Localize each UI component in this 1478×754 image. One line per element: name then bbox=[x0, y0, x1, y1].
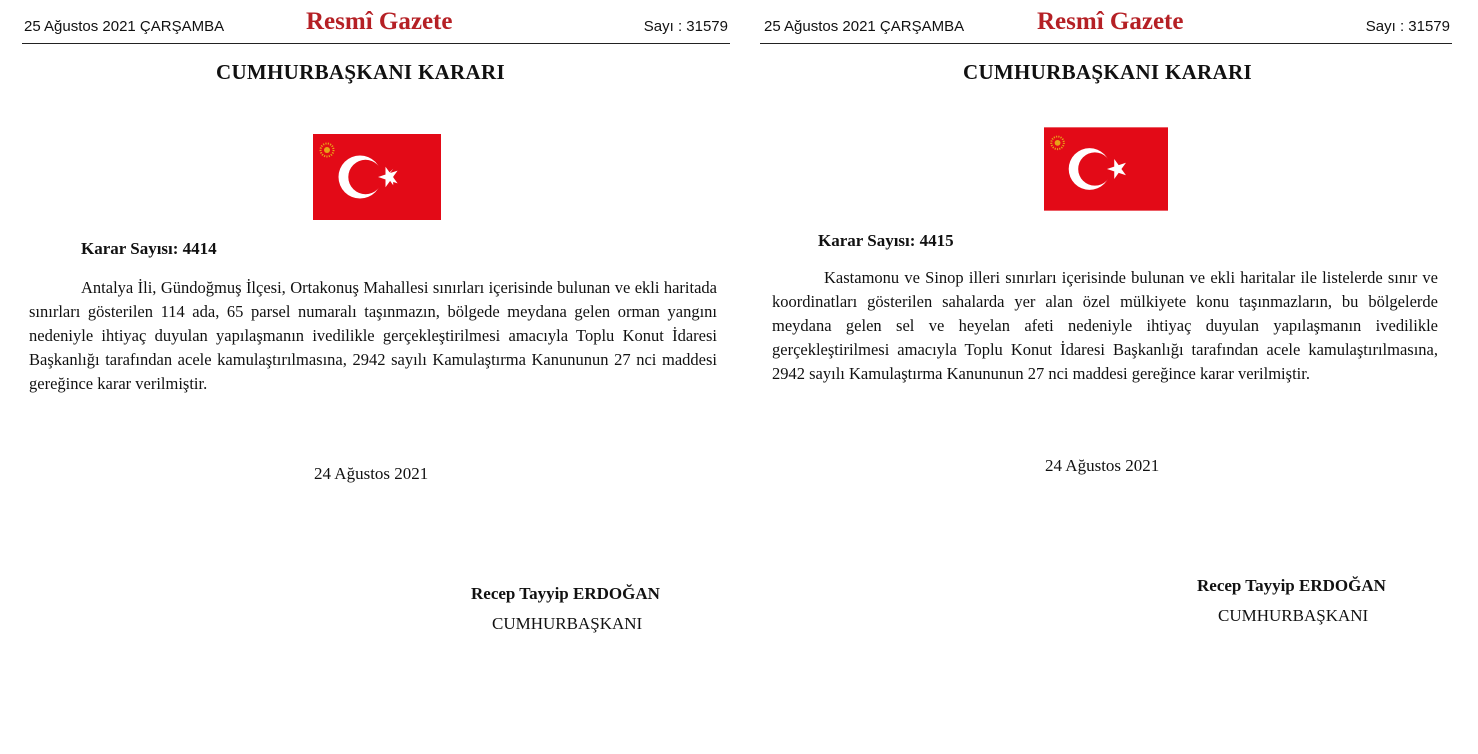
decision-body-text: Antalya İli, Gündoğmuş İlçesi, Ortakonuş Mahallesi sınırları içerisinde bulunan ve ekli haritada sınırları gösterilen 114 ada, 65 parsel numaralı taşınmazın, bölgede meydana gelen orman yangını nedeniyle ihtiyaç duyulan yapılaşmanın ivedilikle gerçekleştirilmesi amacıyla Toplu Konut İdaresi Başkanlığı tarafından acele kamulaştırılmasına, 2942 sayılı Kamulaştırma Kanununun 27 nci maddesi gereğince karar verilmiştir. bbox=[29, 278, 717, 393]
header-rule bbox=[760, 43, 1452, 44]
gazette-page-4415 bbox=[740, 0, 1478, 754]
decision-date: 24 Ağustos 2021 bbox=[1045, 456, 1160, 475]
document-title: CUMHURBAŞKANI KARARI bbox=[216, 60, 505, 84]
gazette-title: Resmî Gazete bbox=[1037, 8, 1184, 35]
turkish-flag-icon bbox=[313, 134, 441, 220]
header-rule bbox=[22, 43, 730, 44]
gazette-title: Resmî Gazete bbox=[306, 8, 453, 35]
signatory-name: Recep Tayyip ERDOĞAN bbox=[471, 584, 660, 603]
signatory-name: Recep Tayyip ERDOĞAN bbox=[1197, 576, 1386, 595]
decision-number: Karar Sayısı: 4415 bbox=[818, 231, 954, 250]
header-date: 25 Ağustos 2021 ÇARŞAMBA bbox=[764, 18, 965, 35]
issue-number: Sayı : 31579 bbox=[643, 18, 728, 35]
issue-number: Sayı : 31579 bbox=[1365, 18, 1450, 35]
header-date: 25 Ağustos 2021 ÇARŞAMBA bbox=[24, 18, 225, 35]
decision-number: Karar Sayısı: 4414 bbox=[81, 239, 217, 258]
decision-date: 24 Ağustos 2021 bbox=[314, 464, 429, 483]
turkish-flag-icon bbox=[1044, 126, 1168, 212]
decision-body bbox=[772, 266, 1438, 386]
signatory-title: CUMHURBAŞKANI bbox=[1218, 606, 1369, 625]
document-title: CUMHURBAŞKANI KARARI bbox=[963, 60, 1252, 84]
decision-body-text: Kastamonu ve Sinop illeri sınırları içerisinde bulunan ve ekli haritalar ile listelerde sınır ve koordinatları gösterilen sahalarda yer alan özel mülkiyete konu taşınmazların, bu bölgelerde meydana gelen sel ve heyelan afeti nedeniyle ihtiyaç duyulan yapılaşmanın ivedilikle gerçekleştirilmesi amacıyla Toplu Konut İdaresi Başkanlığı tarafından acele kamulaştırılmasına, 2942 sayılı Kamulaştırma Kanununun 27 nci maddesi gereğince karar verilmiştir. bbox=[772, 268, 1438, 383]
decision-body bbox=[29, 276, 717, 396]
signatory-title: CUMHURBAŞKANI bbox=[492, 614, 643, 633]
